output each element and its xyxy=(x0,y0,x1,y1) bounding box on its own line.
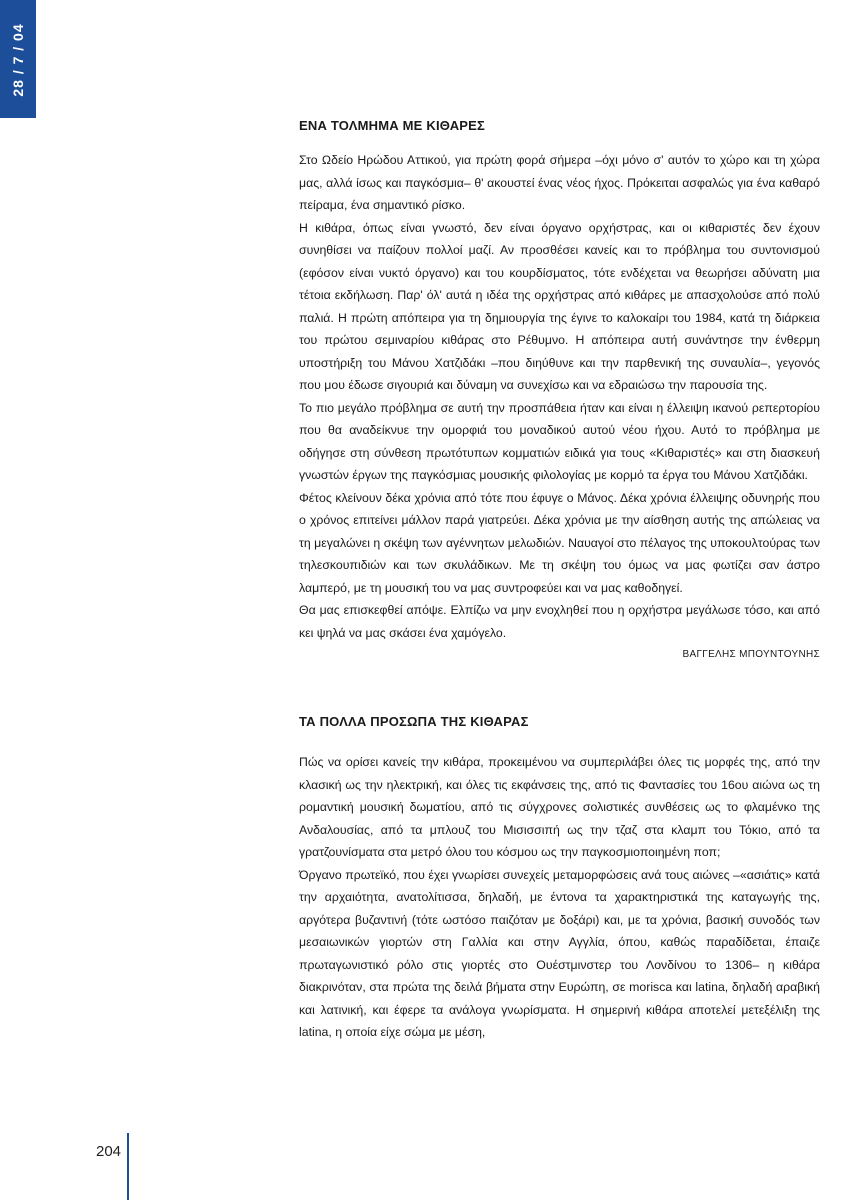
article-paragraph: Πώς να ορίσει κανείς την κιθάρα, προκειμένου να συμπεριλάβει όλες τις μορφές της, από την κλασική ως την ηλεκτρική, και όλες τις εκφάνσεις της, από τις Φαντασίες του 16ου αιώνα ως τη ρομαντική μουσική δωματίου, από τις σύγχρονες σολιστικές συνθέσεις ως το φλαμένκο της Ανδαλουσίας, από τα μπλουζ του Μισισσιπή ως την τζαζ στα κλαμπ του Τόκιο, από τα γρατζουνίσματα στα μετρό όλου του κόσμου ως την παγκοσμιοποιημένη ποπ; xyxy=(299,755,820,859)
article-paragraph: Φέτος κλείνουν δέκα χρόνια από τότε που έφυγε ο Μάνος. Δέκα χρόνια έλλειψης οδυνηρής που ο χρόνος επιτείνει μάλλον παρά γιατρεύει. Δέκα χρόνια με την αίσθηση αυτής της απώλειας να τη μεγαλώνει η σκέψη των αγέννητων μελωδιών. Ναυαγοί στο πέλαγος της υποκουλτούρας των τηλεσκουπιδιών και των σκυλάδικων. Με τη σκέψη του όμως να μας φωτίζει σαν άστρο λαμπερό, με τη μουσική του να μας συντροφεύει και να μας καθοδηγεί. xyxy=(299,490,820,595)
date-tab xyxy=(0,0,36,118)
article-paragraph: Η κιθάρα, όπως είναι γνωστό, δεν είναι όργανο ορχήστρας, και οι κιθαριστές δεν έχουν συνηθίσει να παίζουν πολλοί μαζί. Αν προσθέσει κανείς και το πρόβλημα του συντονισμού (εφόσον είναι νυκτό όργανο) και του κουρδίσματος, τότε ενδέχεται να θεωρήσει αδύνατη μια τέτοια εκδήλωση. Παρ' όλ' αυτά η ιδέα της ορχήστρας από κιθάρες με απασχολούσε από πολύ παλιά. Η πρώτη απόπειρα για τη δημιουργία της έγινε το καλοκαίρι του 1984, κατά τη διάρκεια του πρώτου σεμιναρίου κιθάρας στο Ρέθυμνο. Η απόπειρα αυτή συνάντησε την ένθερμη υποστήριξη του Μάνου Χατζιδάκι –που διηύθυνε και την παρθενική της συναυλία–, γεγονός που μου έδωσε σιγουριά και δύναμη να συνεχίσω και να εδραιώσω την παρουσία της. xyxy=(299,220,820,392)
article-paragraph: Στο Ωδείο Ηρώδου Αττικού, για πρώτη φορά σήμερα –όχι μόνο σ' αυτόν το χώρο και τη χώρα μας, αλλά ίσως και παγκόσμια– θ' ακουστεί ένας νέος ήχος. Πρόκειται ασφαλώς για ένα καθαρό πείραμα, ένα σημαντικό ρίσκο. xyxy=(299,153,820,212)
page-rule xyxy=(127,1133,129,1200)
article-title: ΤΑ ΠΟΛΛΑ ΠΡΟΣΩΠΑ ΤΗΣ ΚΙΘΑΡΑΣ xyxy=(299,714,529,729)
issue-date: 28 / 7 / 04 xyxy=(10,23,26,97)
article-guitars-daring xyxy=(299,118,820,660)
article-title: ΕΝΑ ΤΟΛΜΗΜΑ ΜΕ ΚΙΘΑΡΕΣ xyxy=(299,118,486,133)
section-spacer xyxy=(299,660,820,714)
article-many-faces-guitar xyxy=(299,714,820,1044)
article-paragraph: Όργανο πρωτεϊκό, που έχει γνωρίσει συνεχείς μεταμορφώσεις ανά τους αιώνες –«ασιάτις» κατά την αρχαιότητα, ανατολίτισσα, δηλαδή, με έντονα τα χαρακτηριστικά της καταγωγής της, αργότερα βυζαντινή (τότε ωστόσο παιζόταν με δοξάρι) και, με τα χρόνια, βασική συνοδός των μεσαιωνικών γιορτών στη Γαλλία και στην Αγγλία, όπου, καθώς παραδίδεται, έπαιζε πρωταγωνιστικό ρόλο στις γιορτές στο Ουέστμινστερ του Λονδίνου το 1306– η κιθάρα διακρινόταν, στα πρώτα της δειλά βήματα στην Ευρώπη, σε morisca και latina, δηλαδή αραβική και λατινική, και έφερε τα ανάλογα γνωρίσματα. Η σημερινή κιθάρα αποτελεί μετεξέλιξη της latina, η οποία είχε σώμα με μέση, xyxy=(299,867,820,1039)
author-signature: ΒΑΓΓΕΛΗΣ ΜΠΟΥΝΤΟΥΝΗΣ xyxy=(682,649,820,660)
page-content xyxy=(299,118,820,1044)
article-paragraph: Το πιο μεγάλο πρόβλημα σε αυτή την προσπάθεια ήταν και είναι η έλλειψη ικανού ρεπερτορίου που θα αναδείκνυε την ομορφιά του μοναδικού αυτού νέου ήχου. Αυτό το πρόβλημα με οδήγησε στη σύνθεση πρωτότυπων κομματιών ειδικά για τους «Κιθαριστές» και στη διασκευή γνωστών έργων της παγκόσμιας μουσικής φιλολογίας με κορμό τα έργα του Μάνου Χατζιδάκι. xyxy=(299,400,820,482)
article-paragraph: Θα μας επισκεφθεί απόψε. Ελπίζω να μην ενοχληθεί που η ορχήστρα μεγάλωσε τόσο, και από κει ψηλά να μας σκάσει ένα χαμόγελο. xyxy=(299,603,820,640)
page-number: 204 xyxy=(96,1143,122,1160)
